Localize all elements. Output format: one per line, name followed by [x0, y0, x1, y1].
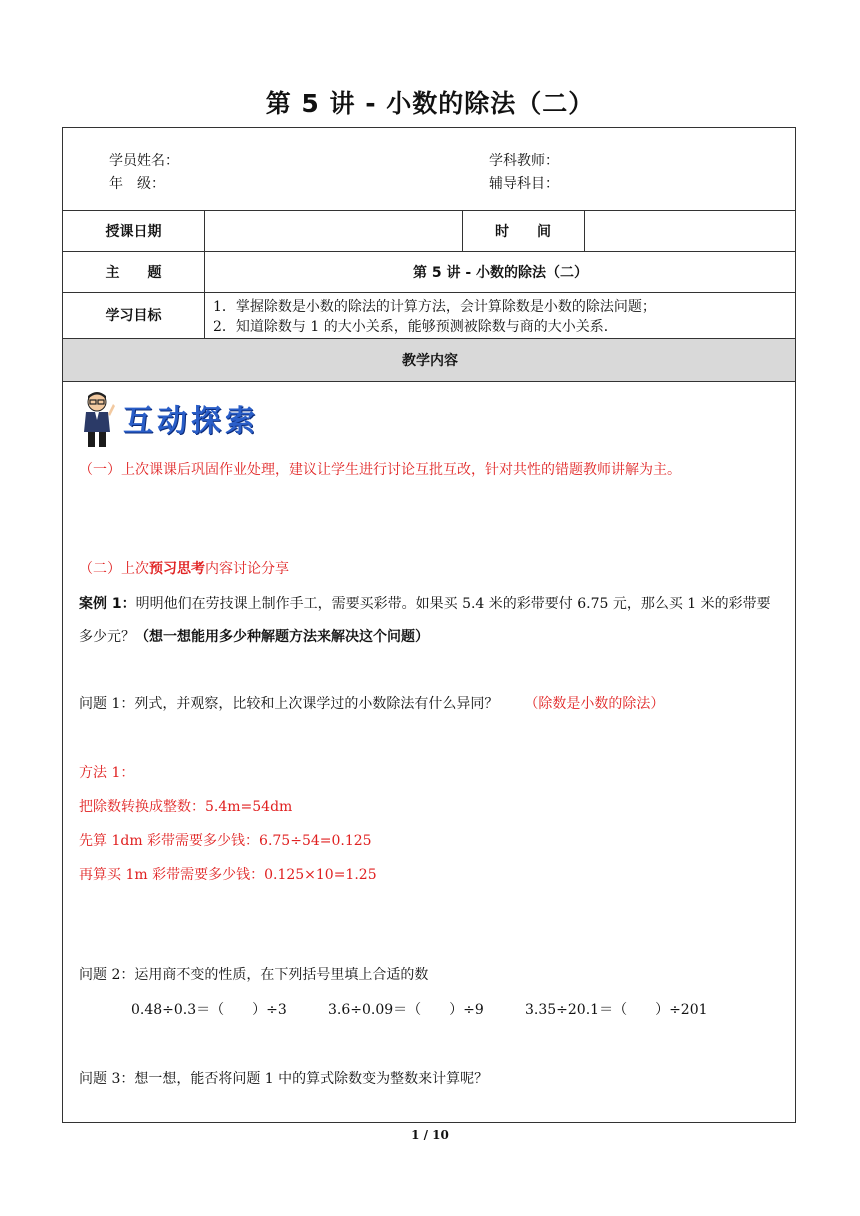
section-2-prefix: （二）上次 [79, 561, 149, 577]
page-number: 1 / 10 [411, 1128, 449, 1142]
date-label: 授课日期 [105, 223, 162, 240]
divider [63, 381, 795, 382]
goal-item-2: 2．知道除数与 1 的大小关系，能够预测被除数与商的大小关系． [213, 319, 618, 335]
case-1-line-2 [79, 626, 429, 646]
question-1-text: 问题 1：列式，并观察，比较和上次课学过的小数除法有什么异同？ [79, 696, 499, 712]
interactive-explore-banner: 互动探索 [123, 404, 259, 439]
section-2-suffix: 内容讨论分享 [205, 561, 289, 577]
method-line-2: 先算 1dm 彩带需要多少钱：6.75÷54=0.125 [79, 833, 372, 849]
question-3: 问题 3：想一想，能否将问题 1 中的算式除数变为整数来计算呢？ [79, 1071, 489, 1087]
time-label: 时 间 [495, 223, 551, 240]
divider [584, 210, 585, 251]
page-title: 第 5 讲 - 小数的除法（二） [265, 89, 595, 118]
case-text-2: 多少元？ [79, 629, 135, 645]
q2-item-1: 0.48÷0.3＝（ ）÷3 [131, 1002, 287, 1018]
goal-item-1: 1．掌握除数是小数的除法的计算方法，会计算除数是小数的除法问题； [213, 299, 656, 315]
question-1 [79, 693, 664, 713]
question-2: 问题 2：运用商不变的性质，在下列括号里填上合适的数 [79, 967, 429, 983]
method-title: 方法 1： [79, 765, 135, 781]
case-1-line-1 [79, 593, 771, 613]
method-line-1: 把除数转换成整数：5.4m=54dm [79, 799, 293, 815]
topic-value: 第 5 讲 - 小数的除法（二） [412, 264, 589, 281]
lesson-table [62, 127, 796, 1123]
teacher-label: 学科教师： [489, 153, 559, 169]
case-label: 案例 1： [79, 596, 136, 612]
question-1-answer: （除数是小数的除法） [524, 696, 665, 712]
case-text: 明明他们在劳技课上制作手工，需要买彩带。如果买 5.4 米的彩带要付 6.75 元，那么买 1 米的彩带要 [135, 596, 771, 612]
subject-label: 辅导科目： [489, 176, 559, 192]
topic-label: 主 题 [105, 264, 162, 281]
section-1: （一）上次课课后巩固作业处理，建议让学生进行讨论互批互改，针对共性的错题教师讲解为主。 [79, 462, 681, 478]
section-2-heading [79, 558, 289, 578]
section-2-bold: 预习思考 [149, 561, 205, 577]
teacher-cartoon-icon [77, 390, 117, 450]
method-line-3: 再算买 1m 彩带需要多少钱：0.125×10=1.25 [79, 867, 377, 883]
grade-label: 年 级： [109, 176, 165, 192]
q2-item-2: 3.6÷0.09＝（ ）÷9 [328, 1002, 484, 1018]
content-header: 教学内容 [402, 353, 458, 369]
goal-label: 学习目标 [105, 308, 162, 324]
case-hint: （想一想能用多少种解题方法来解决这个问题） [135, 629, 429, 645]
q2-item-3: 3.35÷20.1＝（ ）÷201 [525, 1002, 708, 1018]
student-name-label: 学员姓名： [109, 153, 179, 169]
